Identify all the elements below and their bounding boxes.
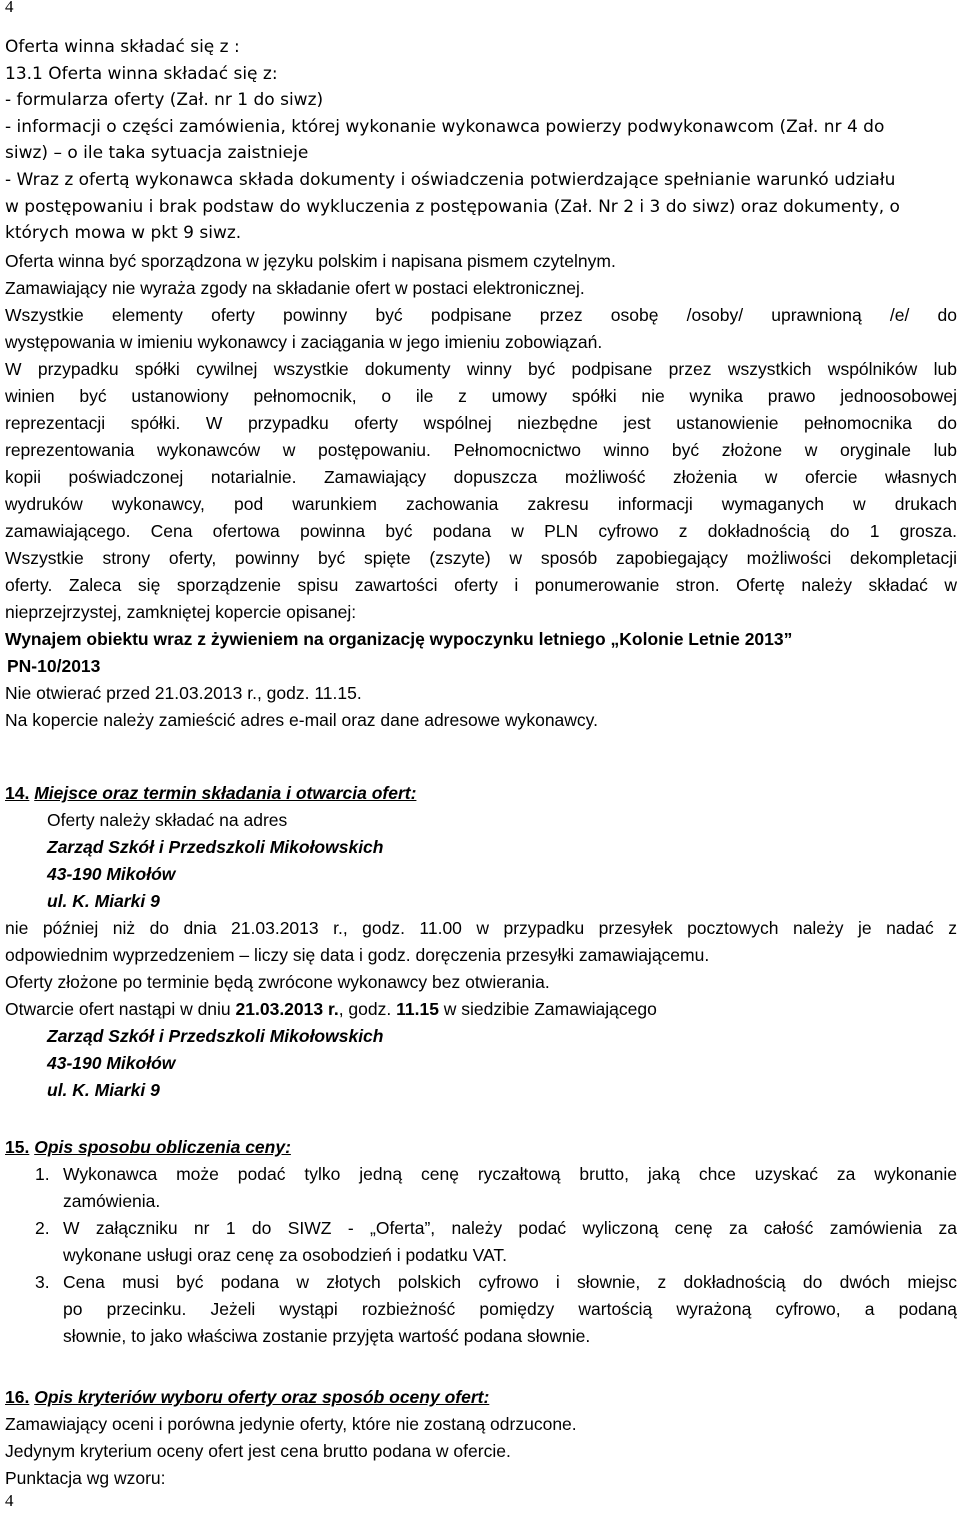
list-item xyxy=(5,1269,957,1350)
envelope-note: Na kopercie należy zamieścić adres e-mail oraz dane adresowe wykonawcy. xyxy=(5,710,598,730)
rule-line: reprezentowania wykonawców w postępowaniu. Pełnomocnictwo winno być złożone w oryginale lub xyxy=(5,440,957,460)
section-16-heading xyxy=(5,1384,957,1411)
rule-line: oferty. Zaleca się sporządzenie spisu zawartości oferty i ponumerowanie stron. Ofertę należy składać w xyxy=(5,575,957,595)
section-title: Miejsce oraz termin składania i otwarcia ofert: xyxy=(34,783,417,803)
section-title: Opis kryteriów wyboru oferty oraz sposób oceny ofert: xyxy=(34,1387,490,1407)
intro-line: - formularza oferty (Zał. nr 1 do siwz) xyxy=(5,90,324,111)
intro-line: 13.1 Oferta winna składać się z: xyxy=(5,63,278,84)
intro-line: - Wraz z ofertą wykonawca składa dokumenty i oświadczenia potwierdzające spełnianie warunkó udziału xyxy=(5,169,896,190)
offer-contents-block xyxy=(5,34,957,247)
rule-line: winien być ustanowiony pełnomocnik, o ile z umowy spółki nie wynika prawo jednoosobowej xyxy=(5,386,957,406)
opening-text: w siedzibie Zamawiającego xyxy=(438,999,657,1019)
address-line: Zarząd Szkół i Przedszkoli Mikołowskich xyxy=(47,837,384,857)
rule-line: występowania w imieniu wykonawcy i zaciągania w jego imieniu zobowiązań. xyxy=(5,332,603,352)
page-number-bottom: 4 xyxy=(5,1491,14,1510)
page-number-top: 4 xyxy=(5,0,14,16)
list-line: zamówienia. xyxy=(63,1191,161,1211)
opening-text: Otwarcie ofert nastąpi w dniu xyxy=(5,999,236,1019)
rule-line: Wszystkie strony oferty, powinny być spięte (zszyte) w sposób zapobiegający możliwości dekompletacji xyxy=(5,548,957,568)
section-title: Opis sposobu obliczenia ceny: xyxy=(34,1137,291,1157)
section-number: 16. xyxy=(5,1387,30,1407)
rule-line: W przypadku spółki cywilnej wszystkie dokumenty winny być podpisane przez wszystkich wspólników lub xyxy=(5,359,957,379)
intro-line: których mowa w pkt 9 siwz. xyxy=(5,223,242,244)
envelope-code: PN-10/2013 xyxy=(7,656,101,676)
address-line: 43-190 Mikołów xyxy=(47,1053,176,1073)
address-line: ul. K. Miarki 9 xyxy=(47,1080,160,1100)
envelope-title: Wynajem obiektu wraz z żywieniem na organizację wypoczynku letniego „Kolonie Letnie 2013” xyxy=(5,629,793,649)
section-14 xyxy=(5,780,957,1104)
list-number: 3. xyxy=(35,1272,50,1292)
list-number: 1. xyxy=(35,1164,50,1184)
rule-line: kopii poświadczonej notarialnie. Zamawiający dopuszcza możliwość złożenia w ofercie własnych xyxy=(5,467,957,487)
list-line: Wykonawca może podać tylko jedną cenę ryczałtową brutto, jaką chce uzyskać za wykonanie xyxy=(63,1164,957,1184)
section-number: 14. xyxy=(5,783,30,803)
list-line: wykonane usługi oraz cenę za osobodzień i podatku VAT. xyxy=(63,1245,507,1265)
rule-line: nieprzejrzystej, zamkniętej kopercie opisanej: xyxy=(5,602,357,622)
intro-line: siwz) – o ile taka sytuacja zaistnieje xyxy=(5,143,309,164)
criteria-line: Jedynym kryterium oceny ofert jest cena brutto podana w ofercie. xyxy=(5,1441,511,1461)
intro-line: w postępowaniu i brak podstaw do wykluczenia z postępowania (Zał. Nr 2 i 3 do siwz) oraz dokumenty, o xyxy=(5,196,900,217)
opening-time: 11.15 xyxy=(396,999,439,1019)
list-line: Cena musi być podana w złotych polskich cyfrowo i słownie, z dokładnością do dwóch miejsc xyxy=(63,1272,957,1292)
list-number: 2. xyxy=(35,1218,50,1238)
section-15-heading xyxy=(5,1134,957,1161)
rule-line: reprezentacji spółki. W przypadku oferty wspólnej niezbędne jest ustanowienie pełnomocnika do xyxy=(5,413,957,433)
opening-date: 21.03.2013 r. xyxy=(235,999,339,1019)
criteria-line: Zamawiający oceni i porówna jedynie oferty, które nie zostaną odrzucone. xyxy=(5,1414,577,1434)
section-16 xyxy=(5,1384,957,1492)
address-line: Zarząd Szkół i Przedszkoli Mikołowskich xyxy=(47,1026,384,1046)
opening-line xyxy=(5,996,957,1023)
list-item xyxy=(5,1215,957,1269)
address-line: ul. K. Miarki 9 xyxy=(47,891,160,911)
section-14-heading xyxy=(5,780,957,807)
list-line: po przecinku. Jeżeli wystąpi rozbieżność pomiędzy wartością wyrażoną cyfrowo, a podaną xyxy=(63,1299,957,1319)
list-line: słownie, to jako właściwa zostanie przyjęta wartość podana słownie. xyxy=(63,1326,591,1346)
opening-text: , godz. xyxy=(338,999,397,1019)
list-line: W załączniku nr 1 do SIWZ - „Oferta”, należy podać wyliczoną cenę za całość zamówienia za xyxy=(63,1218,957,1238)
deadline-line: nie później niż do dnia 21.03.2013 r., godz. 11.00 w przypadku przesyłek pocztowych należy je nadać z xyxy=(5,918,957,938)
rule-line: wydruków wykonawcy, pod warunkiem zachowania zakresu informacji wymaganych w drukach xyxy=(5,494,957,514)
section-15 xyxy=(5,1134,957,1350)
criteria-line: Punktacja wg wzoru: xyxy=(5,1468,166,1488)
list-item xyxy=(5,1161,957,1215)
offer-rules-block xyxy=(5,248,957,734)
rule-line: Oferta winna być sporządzona w języku polskim i napisana pismem czytelnym. xyxy=(5,251,616,271)
submit-to-line: Oferty należy składać na adres xyxy=(47,810,288,830)
intro-line: - informacji o części zamówienia, której wykonanie wykonawca powierzy podwykonawcom (Zał. nr 4 do xyxy=(5,116,885,137)
rule-line: Wszystkie elementy oferty powinny być podpisane przez osobę /osoby/ uprawnioną /e/ do xyxy=(5,305,957,325)
intro-line: Oferta winna składać się z : xyxy=(5,37,240,57)
deadline-line: odpowiednim wyprzedzeniem – liczy się data i godz. doręczenia przesyłki zamawiającemu. xyxy=(5,945,710,965)
rule-line: Zamawiający nie wyraża zgody na składanie ofert w postaci elektronicznej. xyxy=(5,278,585,298)
section-number: 15. xyxy=(5,1137,30,1157)
address-line: 43-190 Mikołów xyxy=(47,864,176,884)
price-rules-list xyxy=(5,1161,957,1350)
do-not-open-line: Nie otwierać przed 21.03.2013 r., godz. 11.15. xyxy=(5,683,362,703)
late-offers-line: Oferty złożone po terminie będą zwrócone wykonawcy bez otwierania. xyxy=(5,972,550,992)
rule-line: zamawiającego. Cena ofertowa powinna być podana w PLN cyfrowo z dokładnością do 1 grosza. xyxy=(5,521,957,541)
